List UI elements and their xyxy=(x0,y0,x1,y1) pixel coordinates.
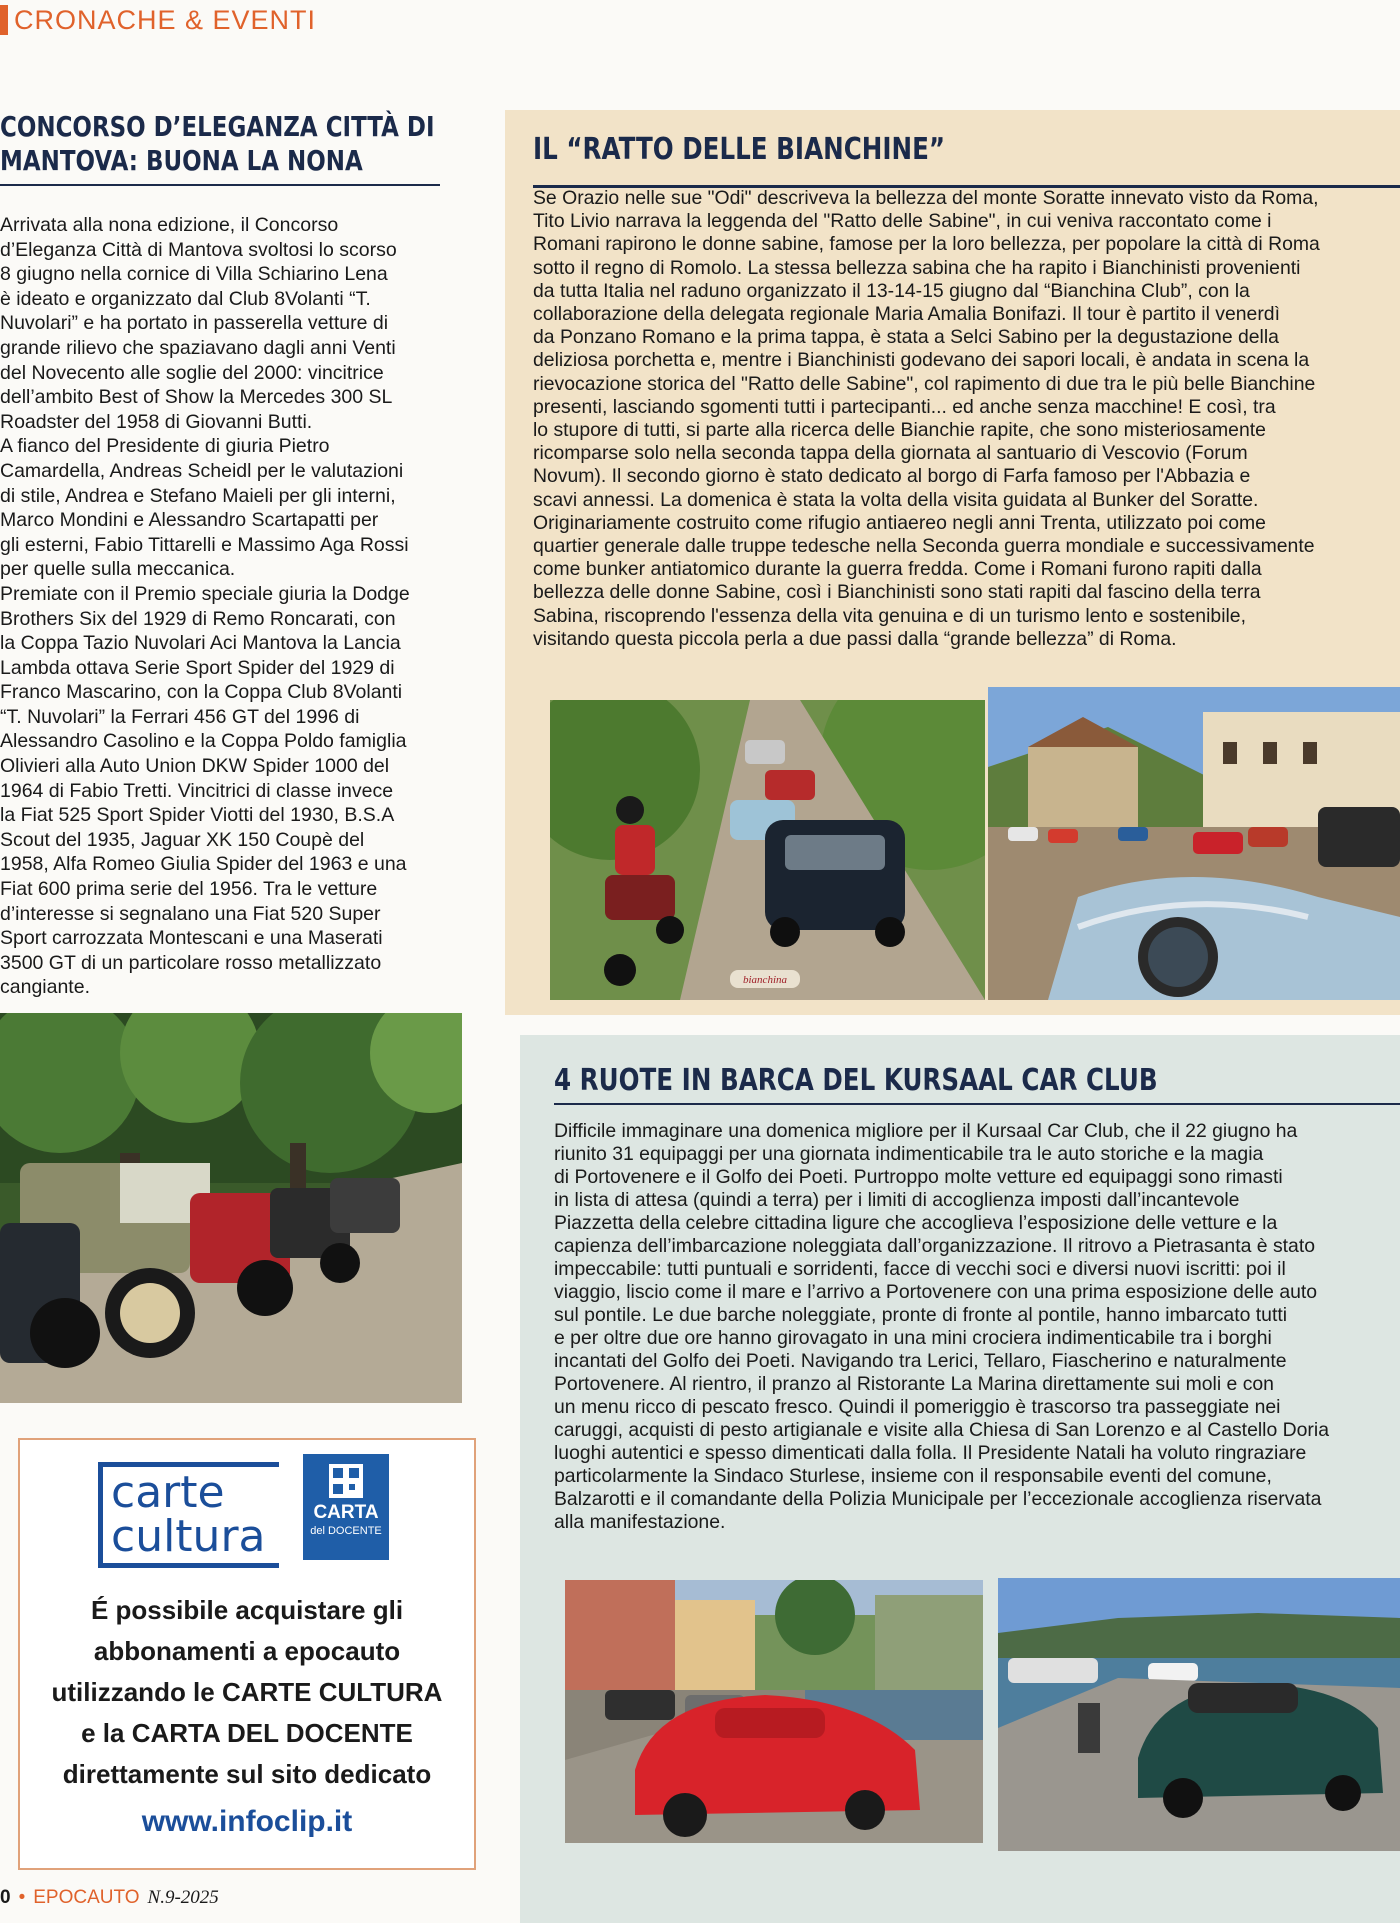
photo-portovenere-pier xyxy=(998,1578,1400,1851)
article-bianchine-title: IL “RATTO DELLE BIANCHINE” xyxy=(533,132,946,167)
section-label: CRONACHE & EVENTI xyxy=(14,4,317,35)
subscription-ad xyxy=(18,1438,476,1870)
qr-code-icon xyxy=(329,1464,363,1498)
carta-docente-card xyxy=(303,1454,389,1560)
carta-docente-card-sublabel: del DOCENTE xyxy=(310,1525,382,1537)
article-kursaal-title-box xyxy=(554,1063,1290,1099)
ad-url-link[interactable]: www.infoclip.it xyxy=(141,1805,353,1838)
photo-portovenere-spider xyxy=(565,1580,983,1843)
bianchina-watermark: bianchina xyxy=(743,974,787,986)
page-number: 0 xyxy=(0,1887,11,1908)
section-tag-bar xyxy=(0,5,8,35)
carta-docente-card-label: CARTA xyxy=(313,1502,379,1523)
article-mantova-title xyxy=(0,110,439,178)
article-kursaal-rule xyxy=(554,1103,1400,1105)
article-bianchine-body: Se Orazio nelle sue "Odi" descriveva la bellezza del monte Soratte innevato visto da Roma, Tito Livio narrava la leggenda del "Ratto delle Sabine", in cui veniva raccontato come i Romani rapirono le donne sabine, famose per la loro bellezza, per popolare la città di Roma sotto il regno di Romolo. La stessa bellezza sabina che ha rapito i Bianchinisti provenienti da tutta Italia nel raduno organizzato il 13-14-15 giugno dal “Bianchina Club”, con la collaborazione della delegata regionale Maria Amalia Bonifazi. Il tour è partito il venerdì da Ponzano Romano e la prima tappa, è stata a Selci Sabino per la degustazione della deliziosa porchetta e, mentre i Bianchinisti godevano dei sapori locali, è andata in scena la rievocazione storica del "Ratto delle Sabine", col rapimento di due tra le più belle Bianchine presenti, lasciando sgomenti tutti i partecipanti... ed anche senza macchine! E così, tra lo stupore di tutti, si parte alla ricerca delle Bianchie rapite, che sono misteriosamente ricomparse solo nella seconda tappa della giornata al santuario di Vescovio (Forum Novum). Il secondo giorno è stato dedicato al borgo di Farfa famoso per l'Abbazia e scavi annessi. La domenica è stata la volta della visita guidata al Bunker del Soratte. Originariamente costruito come rifugio antiaereo negli anni Trenta, utilizzato poi come quartier generale dalle truppe tedesche nella Seconda guerra mondiale e successivamente come bunker antiatomico durante la guerra fredda. Come i Romani furono rapiti dalla bellezza delle donne Sabine, così i Bianchinisti sono stati rapiti dal fascino della terra Sabina, riscoprendo l'essenza della vita genuina e di un turismo lento e sostenibile, visitando questa piccola perla a due passi dalla “grande bellezza” di Roma. xyxy=(533,187,1320,650)
ad-text: É possibile acquistare gli abbonamenti a epocauto utilizzando le CARTE CULTURA e la CARTA DEL DOCENTE direttamente sul sito dedicato xyxy=(51,1595,443,1789)
section-tag xyxy=(0,0,316,40)
carte-cultura-logo-frame xyxy=(98,1462,279,1568)
article-bianchine-panel xyxy=(505,110,1400,1015)
carte-cultura-logo-line2: cultura xyxy=(111,1511,266,1562)
footer-bullet: • xyxy=(18,1887,26,1908)
article-mantova-title-line2: MANTOVA: BUONA LA NONA xyxy=(0,144,363,177)
article-kursaal-panel xyxy=(520,1035,1400,1923)
article-mantova-title-line1: CONCORSO D’ELEGANZA CITTÀ DI xyxy=(0,110,435,143)
carte-cultura-logo xyxy=(98,1462,298,1562)
article-mantova-body: Arrivata alla nona edizione, il Concorso d’Eleganza Città di Mantova svoltosi lo scorso 8 giugno nella cornice di Villa Schiarino Lena è ideato e organizzato dal Club 8Volanti “T. Nuvolari” e ha portato in passerella vetture di grande rilievo che spaziavano dagli anni Venti del Novecento alle soglie del 2000: vincitrice dell’ambito Best of Show la Mercedes 300 SL Roadster del 1958 di Giovanni Butti. A fianco del Presidente di giuria Pietro Camardella, Andreas Scheidl per le valutazioni di stile, Andrea e Stefano Maieli per gli interni, Marco Mondini e Alessandro Scartapatti per gli esterni, Fabio Tittarelli e Massimo Aga Rossi per quelle sulla meccanica. Premiate con il Premio speciale giuria la Dodge Brothers Six del 1929 di Remo Roncarati, con la Coppa Tazio Nuvolari Aci Mantova la Lancia Lambda ottava Serie Sport Spider del 1929 di Franco Mascarino, con la Coppa Club 8Volanti “T. Nuvolari” la Ferrari 456 GT del 1996 di Alessandro Casolino e la Coppa Poldo famiglia Olivieri alla Auto Union DKW Spider 1000 del 1964 di Fabio Tretti. Vincitrici di classe invece la Fiat 525 Sport Spider Viotti del 1930, B.S.A Scout del 1935, Jaguar XK 150 Coupè del 1958, Alfa Romeo Giulia Spider del 1963 e una Fiat 600 prima serie del 1956. Tra le vetture d’interesse si segnalano una Fiat 520 Super Sport carrozzata Montescani e una Maserati 3500 GT di un particolare rosso metallizzato cangiante. xyxy=(0,214,410,999)
magazine-name: EPOCAUTO xyxy=(33,1887,140,1908)
photo-vintage-cars-park xyxy=(0,1013,462,1403)
article-bianchine-title-box xyxy=(533,132,1036,168)
article-mantova xyxy=(0,110,440,1000)
article-mantova-title-box xyxy=(0,110,440,186)
article-kursaal-title: 4 RUOTE IN BARCA DEL KURSAAL CAR CLUB xyxy=(554,1063,1158,1098)
carte-cultura-logo-line1: carte xyxy=(111,1467,225,1518)
article-kursaal-body: Difficile immaginare una domenica migliore per il Kursaal Car Club, che il 22 giugno ha riunito 31 equipaggi per una giornata indimenticabile tra le auto storiche e la magia di Portovenere e il Golfo dei Poeti. Purtroppo molte vetture ed equipaggi sono rimasti in lista di attesa (quindi a terra) per i limiti di accoglienza imposti dall’incantevole Piazzetta della celebre cittadina ligure che accoglieva l’esposizione delle vetture e la capienza dell’imbarcazione noleggiata dall’organizzazione. Il ritrovo a Pietrasanta è stato impeccabile: tutti puntuali e sorridenti, facce di vecchi soci e diversi nuovi iscritti: poi il viaggio, liscio come il mare e l’arrivo a Portovenere con una prima esposizione delle auto sul pontile. Le due barche noleggiate, pronte di fronte al pontile, hanno imbarcato tutti e per oltre due ore hanno girovagato in una mini crociera indimenticabile tra i borghi incantati del Golfo dei Poeti. Navigando tra Lerici, Tellaro, Fiascherino e naturalmente Portovenere. Al rientro, il pranzo al Ristorante La Marina direttamente sui moli e con un menu ricco di pescato fresco. Quindi il pomeriggio è trascorso tra passeggiate nei caruggi, acquisti di pesto artigianale e visite alla Chiesa di San Lorenzo e al Castello Doria luoghi autentici e spesso dimenticati dalla folla. Il Presidente Natali ha voluto ringraziare particolarmente la Sindaco Sturlese, insieme con il responsabile eventi del comune, Balzarotti e il comandante della Polizia Municipale per l’eccezionale accoglienza riservata alla manifestazione. xyxy=(554,1120,1329,1533)
issue-number: N.9-2025 xyxy=(147,1887,219,1908)
page-footer xyxy=(0,1880,219,1916)
photo-bianchina-rally-road xyxy=(550,700,985,1000)
photo-bianchine-piazza xyxy=(988,687,1400,1000)
